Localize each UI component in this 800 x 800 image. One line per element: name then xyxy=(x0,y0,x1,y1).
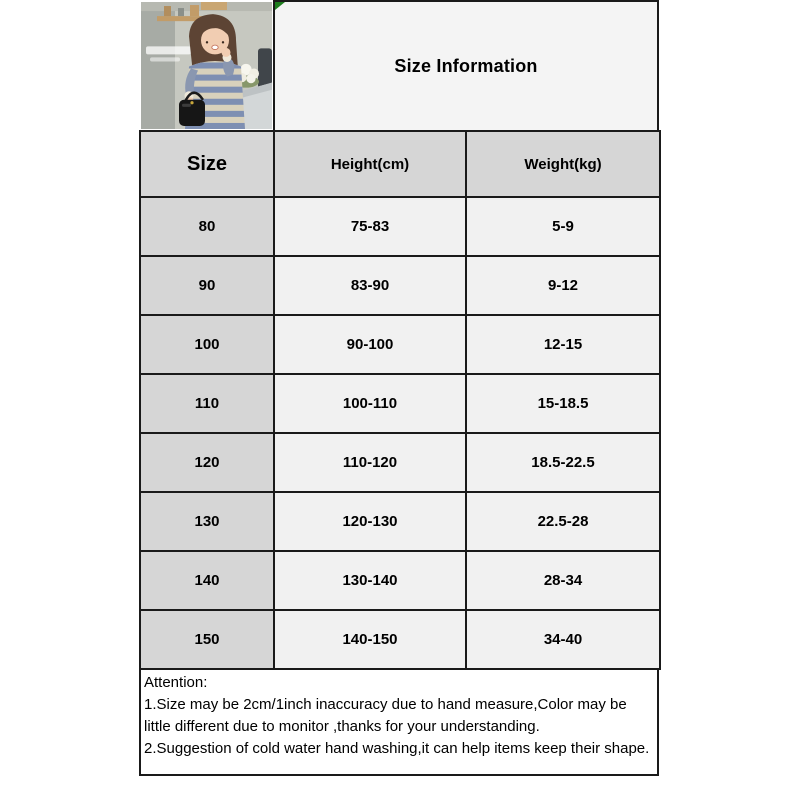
attention-note xyxy=(139,668,659,776)
size-cell: 140 xyxy=(140,551,274,610)
table-row xyxy=(140,433,660,492)
table-row xyxy=(140,197,660,256)
size-cell: 80 xyxy=(140,197,274,256)
page-title: Size Information xyxy=(394,55,538,76)
height-cell: 140-150 xyxy=(274,610,466,669)
height-cell: 120-130 xyxy=(274,492,466,551)
table-row xyxy=(140,374,660,433)
column-header-size: Size xyxy=(140,131,274,197)
size-cell: 120 xyxy=(140,433,274,492)
weight-cell: 34-40 xyxy=(466,610,660,669)
size-cell: 150 xyxy=(140,610,274,669)
size-cell: 110 xyxy=(140,374,274,433)
table-row xyxy=(140,610,660,669)
size-information-header xyxy=(273,0,659,130)
height-cell: 130-140 xyxy=(274,551,466,610)
table-row xyxy=(140,551,660,610)
weight-cell: 22.5-28 xyxy=(466,492,660,551)
table-row xyxy=(140,492,660,551)
weight-cell: 12-15 xyxy=(466,315,660,374)
weight-cell: 9-12 xyxy=(466,256,660,315)
height-cell: 100-110 xyxy=(274,374,466,433)
table-row xyxy=(140,256,660,315)
height-cell: 90-100 xyxy=(274,315,466,374)
size-cell: 130 xyxy=(140,492,274,551)
size-cell: 100 xyxy=(140,315,274,374)
height-cell: 75-83 xyxy=(274,197,466,256)
size-table xyxy=(139,130,661,670)
attention-line-2: 2.Suggestion of cold water hand washing,it can help items keep their shape. xyxy=(144,740,650,757)
content-area xyxy=(139,0,659,776)
column-header-weight: Weight(kg) xyxy=(466,131,660,197)
weight-cell: 18.5-22.5 xyxy=(466,433,660,492)
column-header-height: Height(cm) xyxy=(274,131,466,197)
child-model-illustration xyxy=(141,2,272,129)
size-cell: 90 xyxy=(140,256,274,315)
weight-cell: 28-34 xyxy=(466,551,660,610)
table-row xyxy=(140,315,660,374)
attention-heading: Attention: xyxy=(144,674,208,691)
height-cell: 83-90 xyxy=(274,256,466,315)
height-cell: 110-120 xyxy=(274,433,466,492)
table-header-row xyxy=(140,131,660,197)
hand xyxy=(222,48,231,57)
top-row xyxy=(139,0,659,130)
weight-cell: 5-9 xyxy=(466,197,660,256)
smile xyxy=(212,45,218,49)
product-photo xyxy=(139,0,273,130)
attention-line-1: 1.Size may be 2cm/1inch inaccuracy due to hand measure,Color may be little different due to monitor ,thanks for your understanding. xyxy=(144,696,627,735)
green-corner-marker-icon xyxy=(275,2,285,10)
weight-cell: 15-18.5 xyxy=(466,374,660,433)
